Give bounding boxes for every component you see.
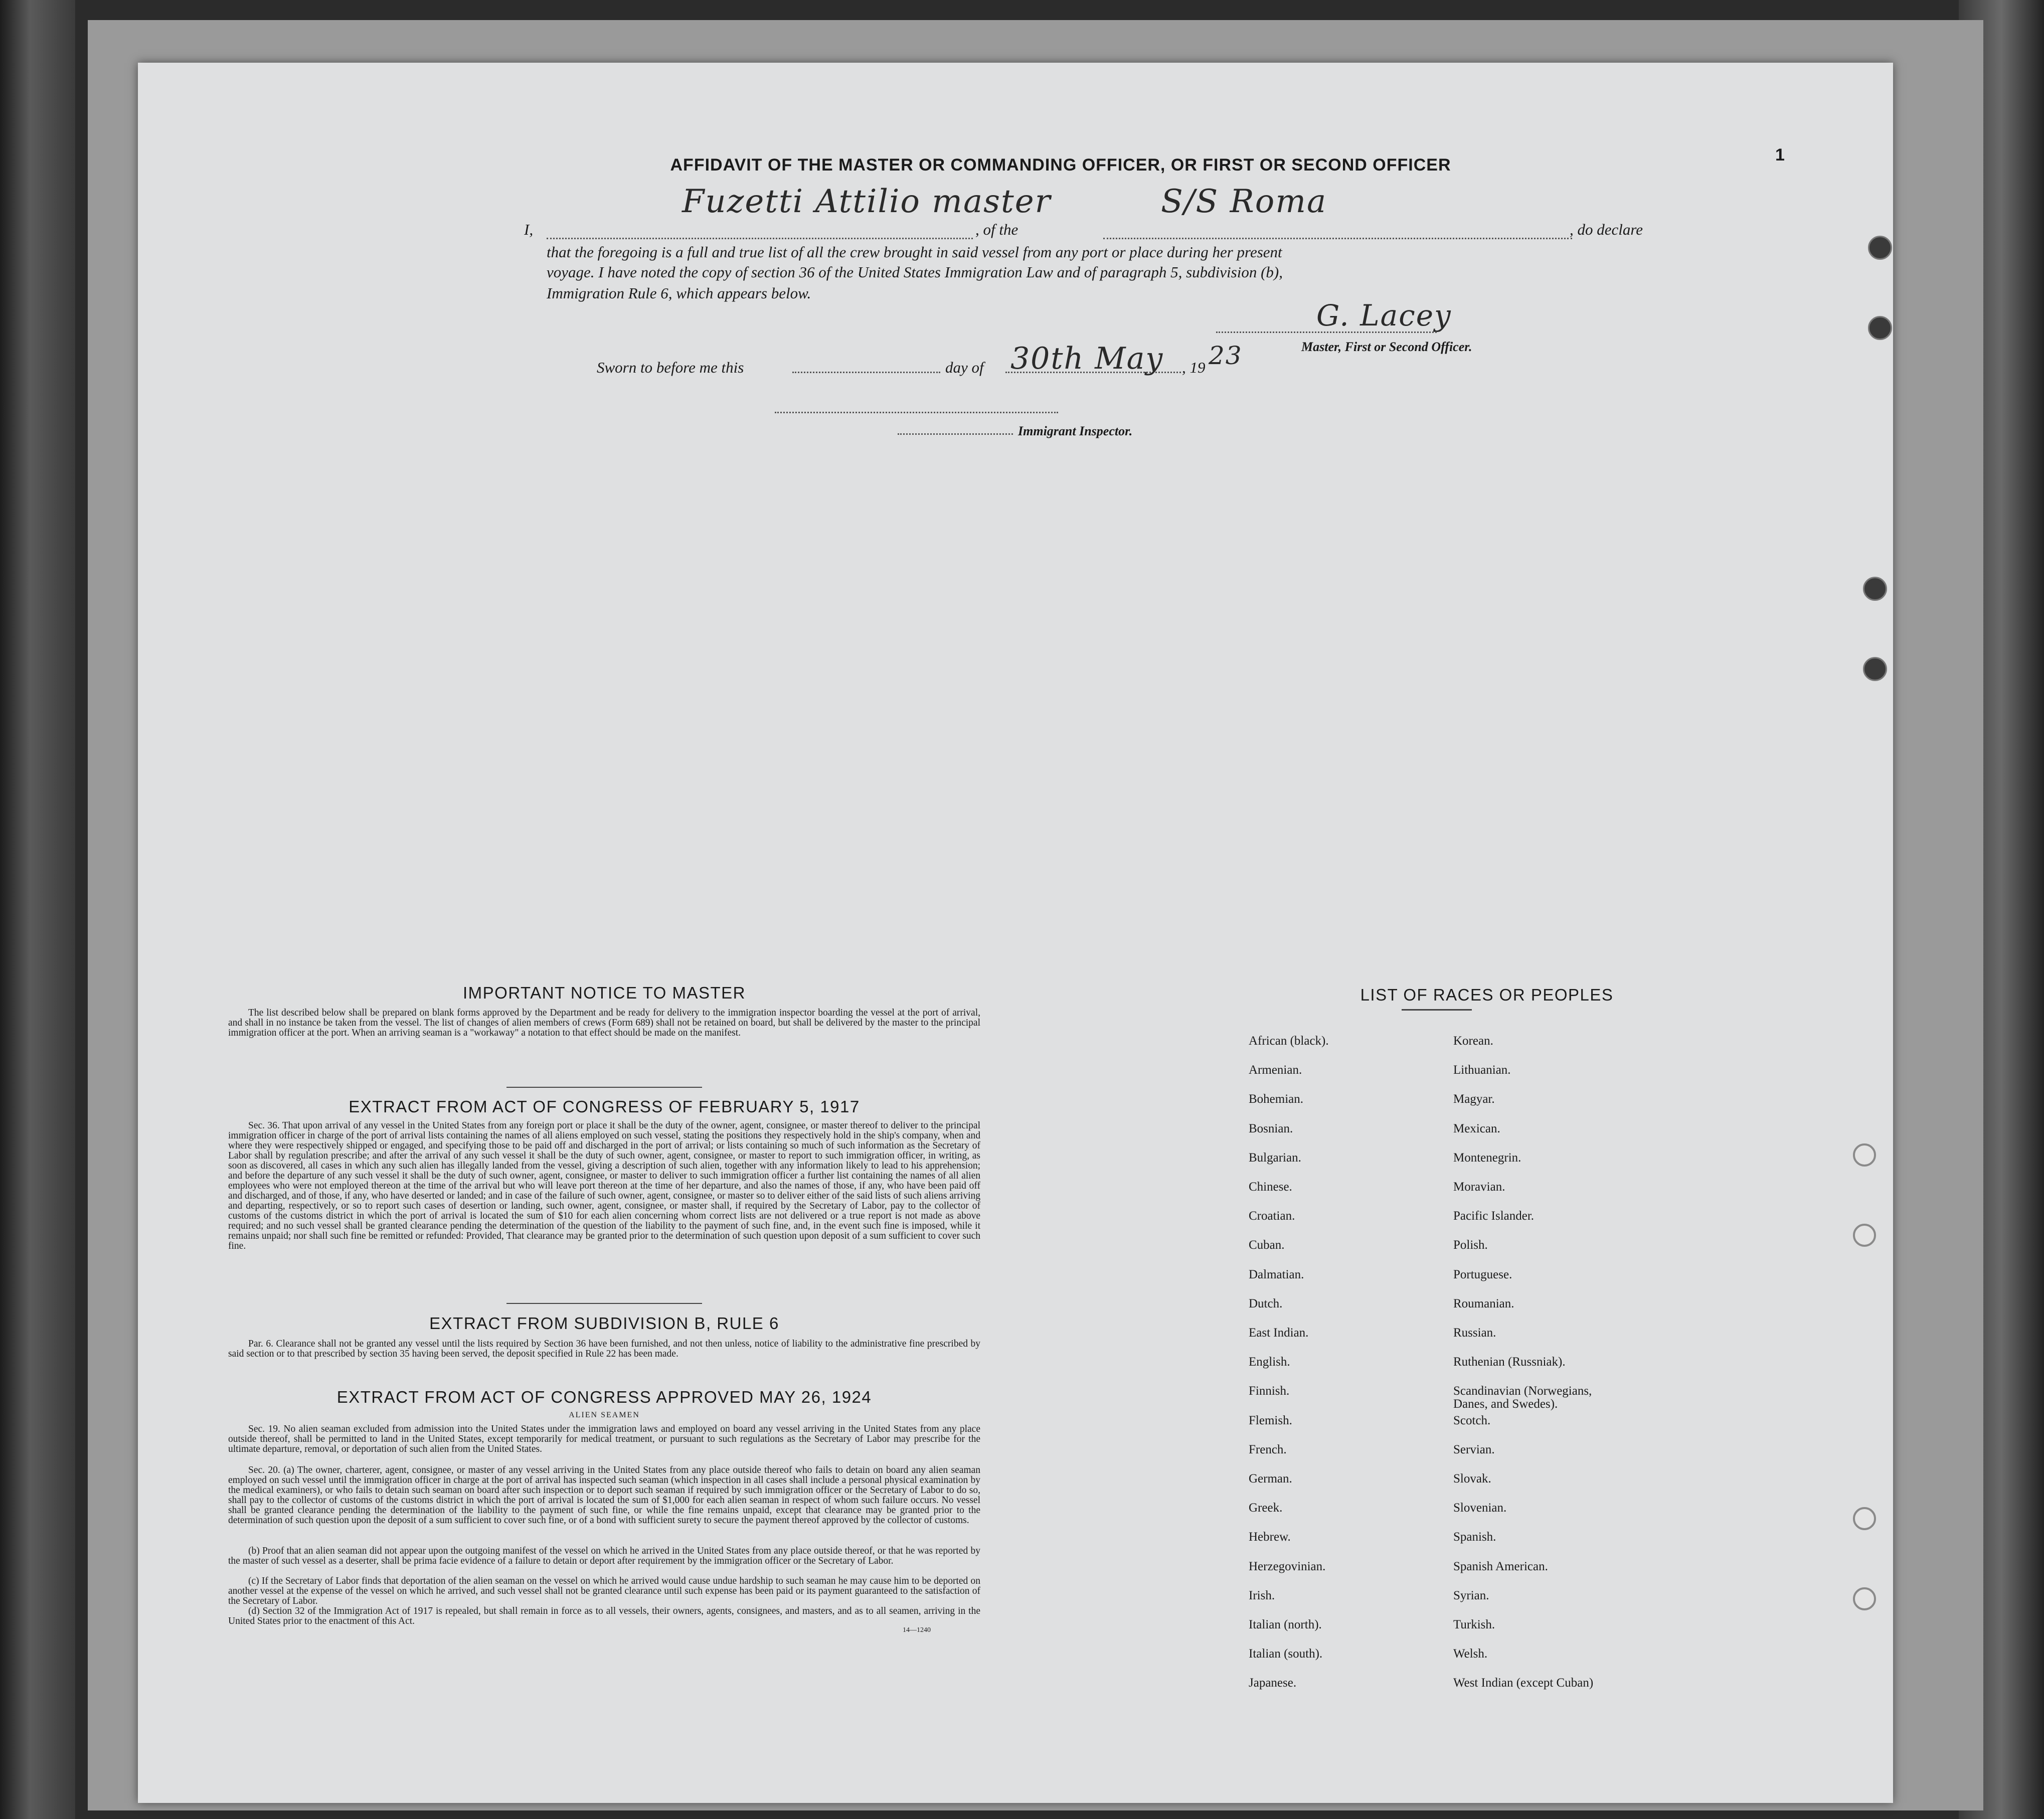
race-item: Italian (north). [1249,1618,1322,1631]
race-item: Polish. [1453,1238,1488,1252]
name-line [547,231,973,239]
binder-hole [1863,657,1887,681]
sworn-label: Sworn to before me this [597,359,744,376]
day-of-label: day of [945,359,984,376]
notice-body: The list described below shall be prepared on blank forms approved by the Department and be ready for delivery to the immigration inspector boarding the vessel at the port of arrival, and shall in no instance be taken from the vessel. The list of changes of alien members of crews (Form 689) shall not be retained on board, but shall be delivered by the master to the principal immigration officer at the port. When an arriving seaman is a "workaway" a notation to that effect should be made on the manifest. [228,1008,980,1038]
inspector-caption: Immigrant Inspector. [1018,424,1133,438]
races-title: LIST OF RACES OR PEOPLES [1360,985,1614,1004]
race-item: Welsh. [1453,1647,1488,1661]
subdivision-title: EXTRACT FROM SUBDIVISION B, RULE 6 [429,1314,779,1333]
extract-1924-sec20c: (c) If the Secretary of Labor finds that deportation of the alien seaman on the vessel on which he arrived would cause undue hardship to such seaman he may cause him to be deported on another vessel at the expense of the vessel on which he arrived, and such vessel shall not be granted clearance until such expense has been paid or its payment guaranteed to the satisfaction of the Secretary of Labor. [228,1576,980,1606]
divider [506,1303,702,1304]
race-item: Armenian. [1249,1063,1302,1077]
race-item: East Indian. [1249,1326,1309,1340]
extract-1924-sec20a: Sec. 20. (a) The owner, charterer, agent, consignee, or master of any vessel arriving in the United States from any place outside thereof who fails to detain on board any alien seaman employed on such vessel until the immigration officer in charge at the port of arrival has inspected such seaman (which inspection in all cases shall include a personal physical examination by the medical examiners), or who fails to detain such seaman on board after such inspection or to deport such seaman if required by such immigration officer or the Secretary of Labor to do so, shall pay to the collector of customs of the customs district in which the port of arrival is located the sum of $1,000 for each alien seaman in respect of whom such failure occurs. No vessel shall be granted clearance pending the determination of the liability to the payment of such fine, or while the fine remains unpaid, except that clearance may be granted prior to the determination of such question upon the deposit of a sum sufficient to cover such fine, or of a bond with sufficient surety to secure the payment thereof approved by the collector of customs. [228,1465,980,1526]
affidavit-line-2: that the foregoing is a full and true list of all the crew brought in said vessel from any port or place during her present [547,243,1282,261]
binder-ring [1853,1507,1876,1530]
race-item: Russian. [1453,1326,1496,1340]
race-item: Turkish. [1453,1618,1495,1631]
race-item: Scotch. [1453,1414,1491,1427]
race-item: Montenegrin. [1453,1151,1521,1165]
handwritten-master-name: Fuzetti Attilio master [682,183,1052,220]
race-item: Finnish. [1249,1384,1290,1398]
extract-1924-sec20b: (b) Proof that an alien seaman did not appear upon the outgoing manifest of the vessel on which he arrived in the United States from any place outside thereof, or that he was reported by the master of such vessel as a deserter, shall be prima facie evidence of a failure to detain or deport after requirement by the immigration officer or the Secretary of Labor. [228,1546,980,1566]
race-item: Dalmatian. [1249,1268,1304,1281]
race-item: Spanish. [1453,1530,1496,1544]
race-item: Cuban. [1249,1238,1285,1252]
race-item: Croatian. [1249,1209,1295,1223]
affidavit-title: AFFIDAVIT OF THE MASTER OR COMMANDING OFFICER, OR FIRST OR SECOND OFFICER [670,155,1451,175]
affidavit-line-4: Immigration Rule 6, which appears below. [547,284,811,302]
binder-ring [1853,1587,1876,1610]
races-underline [1402,1009,1472,1011]
affidavit-do-declare: , do declare [1570,221,1643,238]
race-item: Danes, and Swedes). [1453,1397,1558,1411]
inspector-line-2 [898,430,1013,435]
race-item: Irish. [1249,1589,1275,1602]
race-item: Roumanian. [1453,1297,1514,1310]
race-item: Dutch. [1249,1297,1283,1310]
binder-ring [1853,1224,1876,1247]
sworn-line [792,368,940,373]
race-item: Slovak. [1453,1472,1491,1485]
race-item: Flemish. [1249,1414,1292,1427]
race-item: Moravian. [1453,1180,1505,1194]
race-item: Ruthenian (Russniak). [1453,1355,1566,1369]
race-item: Korean. [1453,1034,1493,1048]
binder-hole [1868,236,1892,260]
race-item: Bohemian. [1249,1092,1304,1106]
affidavit-i: I, [524,221,534,238]
signature-line [1216,328,1437,333]
extract-1924-sec20d: (d) Section 32 of the Immigration Act of 1917 is repealed, but shall remain in force as to all vessels, their owners, agents, consignees, and masters, and as to all seamen, arriving in the United States prior to the enactment of this Act. [228,1606,980,1626]
race-item: Japanese. [1249,1676,1297,1690]
page-number: 1 [1775,145,1785,164]
binder-hole [1868,316,1892,340]
race-item: Servian. [1453,1443,1495,1456]
subdivision-body: Par. 6. Clearance shall not be granted any vessel until the lists required by Section 36 have been furnished, and not then unless, notice of liability to the administrative fine prescribed by said section or to that prescribed by section 35 having been served, the deposit specified in Rule 22 has been made. [228,1339,980,1359]
document-page [138,63,1893,1803]
race-item: Chinese. [1249,1180,1292,1194]
left-background [0,0,75,1819]
vessel-line [1103,231,1572,239]
race-item: Magyar. [1453,1092,1495,1106]
race-item: Slovenian. [1453,1501,1507,1515]
handwritten-year: 23 [1209,341,1243,370]
handwritten-date: 30th May [1010,341,1164,376]
notice-title: IMPORTANT NOTICE TO MASTER [462,983,746,1002]
extract-1917-title: EXTRACT FROM ACT OF CONGRESS OF FEBRUARY 5, 1917 [349,1097,860,1116]
extract-1924-sec19: Sec. 19. No alien seaman excluded from admission into the United States under the immigration laws and employed on board any vessel arriving in the United States from any place outside thereof, shall be permitted to land in the United States, except temporarily for medical treatment, or pursuant to such regulations as the Secretary of Labor may prescribe for the ultimate departure, removal, or deportation of such alien from the United States. [228,1424,980,1454]
signature-caption: Master, First or Second Officer. [1301,340,1472,354]
form-number: 14—1240 [903,1626,931,1634]
race-item: German. [1249,1472,1292,1485]
year-prefix: , 19 [1182,359,1206,376]
race-item: African (black). [1249,1034,1329,1048]
affidavit-of-the: , of the [975,221,1018,238]
race-item: Spanish American. [1453,1560,1548,1573]
race-item: Scandinavian (Norwegians, [1453,1384,1592,1398]
extract-1917-body: Sec. 36. That upon arrival of any vessel in the United States from any foreign port or place it shall be the duty of the owner, agent, consignee, or master thereof to deliver to the principal immigration officer in charge of the port of arrival lists containing the names of all aliens employed on such vessel, stating the positions they respectively hold in the ship's company, when and where they were respectively shipped or engaged, and specifying those to be paid off and discharged in the port of arrival; or lists containing so much of such information as the Secretary of Labor shall by regulation prescribe; and after the arrival of any such vessel it shall be the duty of such owner, agent, consignee, or master to report to such immigration officer, in writing, as soon as discovered, all cases in which any such alien has illegally landed from the vessel, giving a description of such alien, together with any information likely to lead to his apprehension; and before the departure of any such vessel it shall be the duty of such owner, agent, consignee, or master to deliver to such immigration officer a further list containing the names of all alien employees who were not employed thereon at the time of the arrival but who will leave port thereon at the time of her departure, and also the names of those, if any, who have been paid off and discharged, and of those, if any, who have deserted or landed; and in case of the failure of such owner, agent, consignee, or master so to deliver either of the said lists of such aliens arriving and departing, respectively, or so to report such cases of desertion or landing, such owner, agent, consignee, or master shall, if required by the Secretary of Labor, pay to the collector of customs of the customs district in which the port of arrival is located the sum of $10 for each alien concerning whom correct lists are not delivered or a true report is not made as above required; and no such vessel shall be granted clearance pending the determination of the question of the liability to the payment of such fine, and, in the event such fine is imposed, while it remains unpaid; nor shall such fine be remitted or refunded: Provided, That clearance may be granted prior to the determination of such question upon deposit of a sum sufficient to cover such fine. [228,1120,980,1251]
alien-seamen-subtitle: ALIEN SEAMEN [569,1411,640,1419]
handwritten-vessel-name: S/S Roma [1161,183,1327,220]
race-item: West Indian (except Cuban) [1453,1676,1594,1690]
divider [506,1087,702,1088]
handwritten-signature: G. Lacey [1316,298,1452,333]
race-item: Italian (south). [1249,1647,1323,1661]
race-item: Hebrew. [1249,1530,1291,1544]
race-item: Syrian. [1453,1589,1489,1602]
binder-ring [1853,1143,1876,1167]
race-item: Greek. [1249,1501,1283,1515]
race-item: Portuguese. [1453,1268,1512,1281]
binder-hole [1863,577,1887,601]
race-item: Lithuanian. [1453,1063,1511,1077]
race-item: Mexican. [1453,1122,1500,1135]
race-item: Bulgarian. [1249,1151,1301,1165]
race-item: Pacific Islander. [1453,1209,1535,1223]
race-item: Bosnian. [1249,1122,1293,1135]
race-item: English. [1249,1355,1290,1369]
extract-1924-title: EXTRACT FROM ACT OF CONGRESS APPROVED MAY 26, 1924 [336,1388,872,1406]
race-item: French. [1249,1443,1287,1456]
affidavit-line-3: voyage. I have noted the copy of section 36 of the United States Immigration Law and of paragraph 5, subdivision (b), [547,263,1283,281]
race-item: Herzegovinian. [1249,1560,1326,1573]
inspector-line-1 [775,409,1058,413]
